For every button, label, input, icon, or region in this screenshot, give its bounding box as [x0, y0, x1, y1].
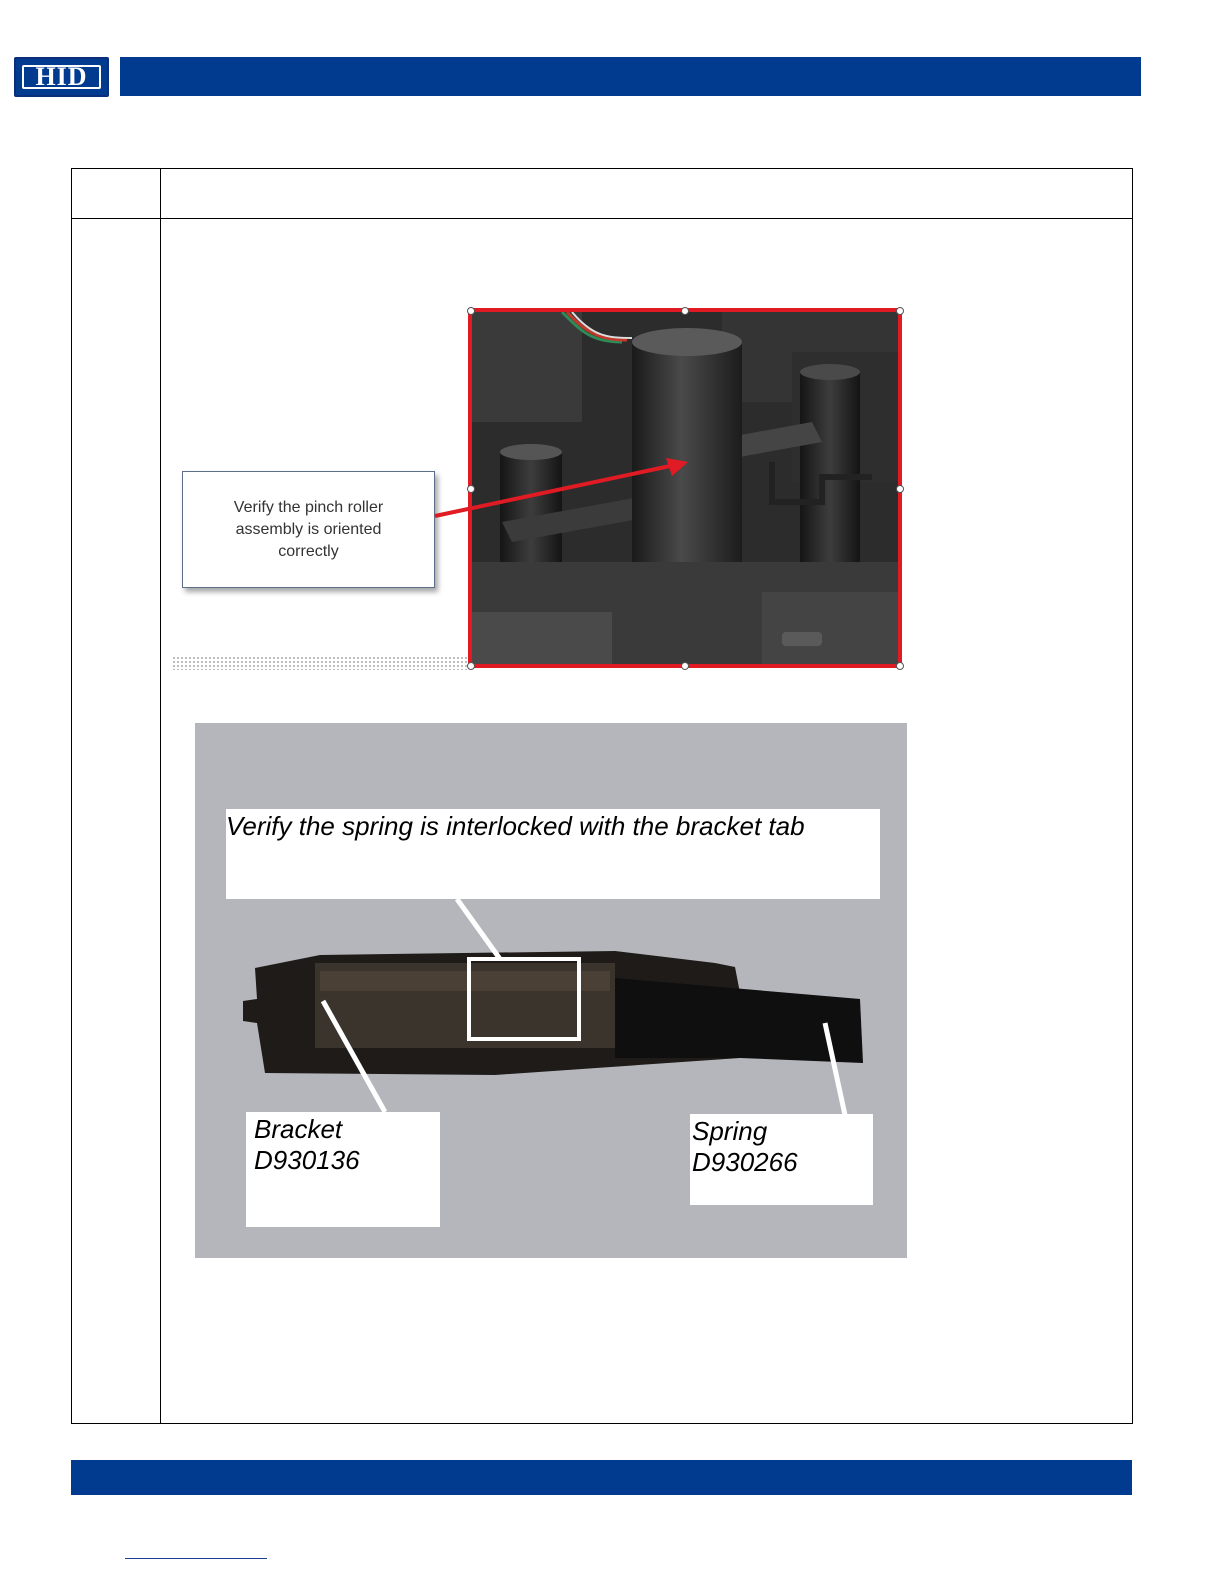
table-column-divider — [160, 168, 161, 1424]
spring-label-name: Spring — [692, 1116, 768, 1146]
pinch-roller-callout: Verify the pinch roller assembly is oriented correctly — [182, 471, 435, 588]
hid-logo — [14, 57, 109, 97]
selection-handle — [896, 485, 904, 493]
table-row-divider — [71, 218, 1133, 219]
footer-link-underline[interactable] — [125, 1558, 267, 1559]
header-bar — [120, 57, 1141, 96]
bracket-spring-photo — [195, 723, 907, 1258]
selection-handle — [896, 662, 904, 670]
spring-label — [690, 1114, 873, 1205]
hid-logo-text: HID — [22, 65, 101, 89]
selection-handle — [681, 307, 689, 315]
spring-label-part-number: D930266 — [692, 1147, 798, 1177]
bracket-label — [246, 1112, 440, 1227]
spring-interlock-label: Verify the spring is interlocked with the bracket tab — [226, 809, 880, 899]
selection-handle — [681, 662, 689, 670]
selection-handle — [896, 307, 904, 315]
image-shadow-pattern — [172, 656, 468, 670]
callout-arrow — [430, 456, 700, 526]
selection-handle — [467, 307, 475, 315]
footer-bar — [71, 1460, 1132, 1495]
bracket-label-name: Bracket — [254, 1114, 343, 1144]
selection-handle — [467, 662, 475, 670]
bracket-label-part-number: D930136 — [254, 1145, 360, 1175]
